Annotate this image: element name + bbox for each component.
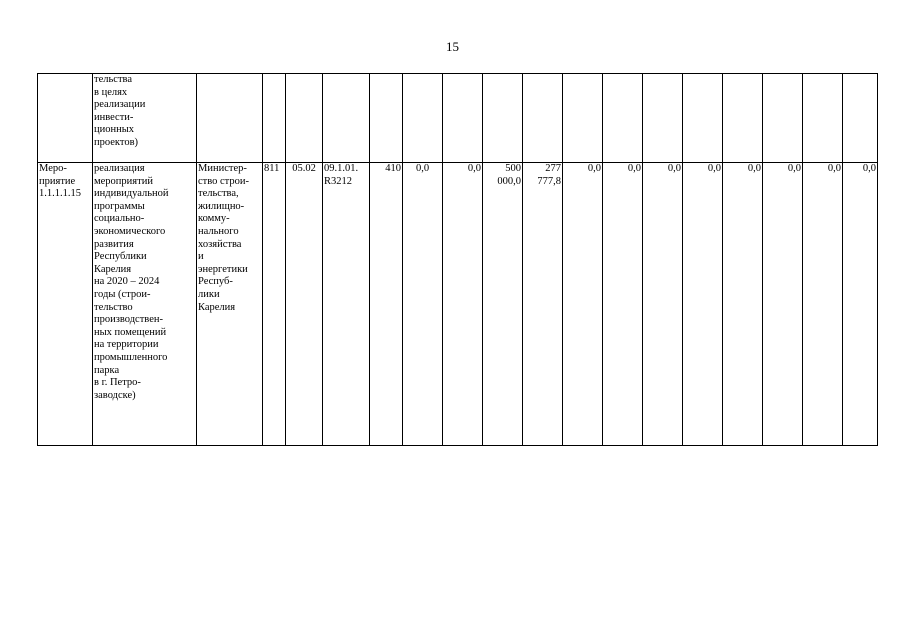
event-name-cell: реализация мероприятий индивидуальной программы социально- экономического развития Республики Карелия на 2020 – 2024 годы (строи- тельство производствен- ных помещений на территории промышленного парка в г. Петро- заводске) [93,163,197,446]
value-cell: 0,0 [643,163,683,446]
target-article-cell: 09.1.01. R3212 [323,163,370,446]
expense-type-cell: 410 [370,163,403,446]
value-cell: 0,0 [683,163,723,446]
value-cell [723,74,763,163]
event-name-cell: тельства в целях реализации инвести- ционных проектов) [93,74,197,163]
event-code-cell [38,74,93,163]
value-cell: 0,0 [763,163,803,446]
value-cell [843,74,878,163]
value-cell: 500 000,0 [483,163,523,446]
value-cell [563,74,603,163]
value-cell [603,74,643,163]
expense-type-cell [370,74,403,163]
value-cell [403,74,443,163]
grbs-cell: 811 [263,163,286,446]
value-cell [803,74,843,163]
page-number: 15 [446,39,459,54]
budget-table [37,73,878,446]
table-row [38,163,878,446]
value-cell: 0,0 [403,163,443,446]
event-code-cell: Меро- приятие 1.1.1.1.15 [38,163,93,446]
target-article-cell [323,74,370,163]
value-cell [443,74,483,163]
value-cell: 0,0 [563,163,603,446]
value-cell: 0,0 [803,163,843,446]
value-cell [523,74,563,163]
value-cell [683,74,723,163]
value-cell: 0,0 [443,163,483,446]
value-cell: 277 777,8 [523,163,563,446]
executor-cell: Министер- ство строи- тельства, жилищно- комму- нального хозяйства и энергетики Респуб- лики Карелия [197,163,263,446]
grbs-cell [263,74,286,163]
table-row [38,74,878,163]
value-cell: 0,0 [603,163,643,446]
value-cell: 0,0 [843,163,878,446]
section-cell: 05.02 [286,163,323,446]
value-cell [763,74,803,163]
value-cell: 0,0 [723,163,763,446]
section-cell [286,74,323,163]
value-cell [483,74,523,163]
executor-cell [197,74,263,163]
value-cell [643,74,683,163]
